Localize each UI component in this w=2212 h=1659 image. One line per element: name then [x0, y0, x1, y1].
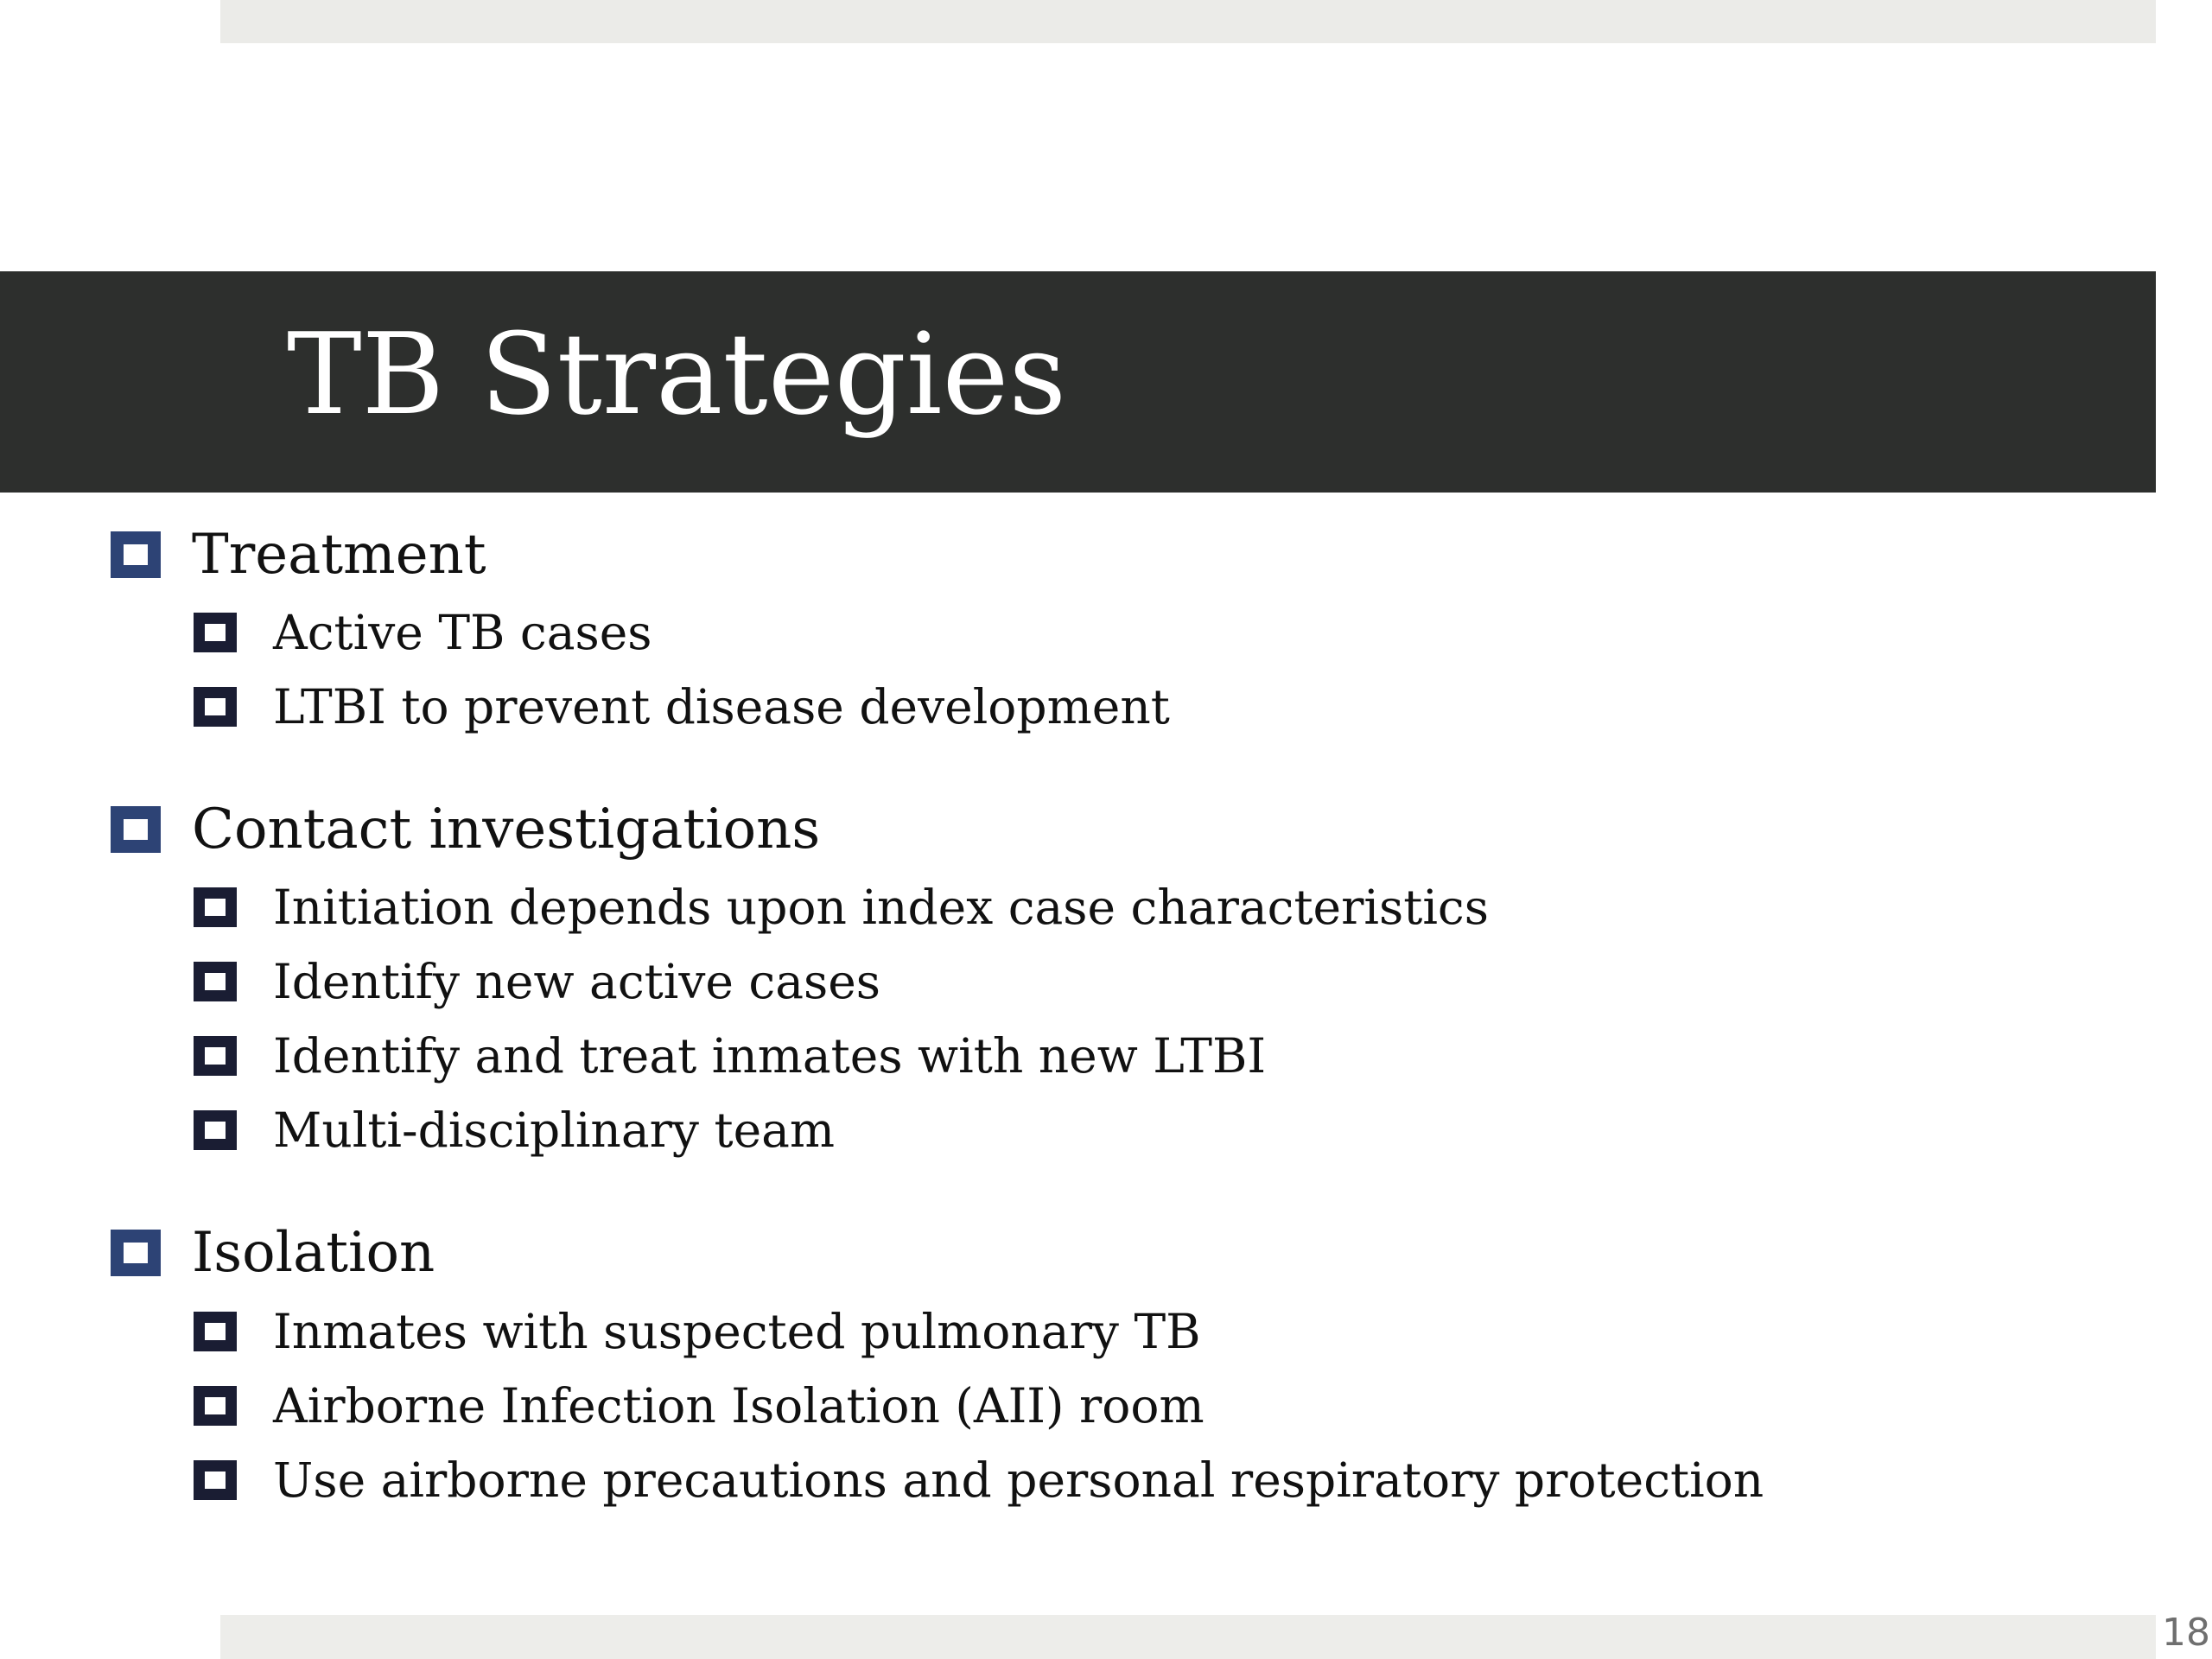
- sub-bullet-text: Identify and treat inmates with new LTBI: [273, 1028, 1267, 1084]
- square-bullet-icon: [194, 613, 237, 652]
- sub-bullet-item: [194, 951, 880, 1012]
- square-bullet-icon: [111, 531, 161, 578]
- sub-bullet-item: [194, 1301, 1201, 1362]
- sub-bullet-text: Use airborne precautions and personal respiratory protection: [273, 1452, 1764, 1508]
- square-bullet-icon: [194, 1460, 237, 1500]
- sub-bullet-text: Initiation depends upon index case characteristics: [273, 880, 1489, 935]
- square-bullet-icon: [194, 1312, 237, 1351]
- square-bullet-icon: [194, 1110, 237, 1150]
- sub-bullet-item: [194, 1026, 1266, 1086]
- sub-bullet-item: [194, 1100, 835, 1160]
- sub-bullet-text: Airborne Infection Isolation (AII) room: [273, 1378, 1205, 1433]
- bullet-heading: Contact investigations: [192, 798, 821, 861]
- square-bullet-icon: [111, 806, 161, 853]
- sub-bullet-item: [194, 877, 1489, 938]
- bullet-item-treatment: [111, 520, 486, 589]
- sub-bullet-text: Active TB cases: [273, 605, 652, 660]
- square-bullet-icon: [194, 887, 237, 927]
- bottom-decorative-bar: [220, 1615, 2156, 1659]
- sub-bullet-text: LTBI to prevent disease development: [273, 679, 1170, 734]
- square-bullet-icon: [194, 1386, 237, 1426]
- square-bullet-icon: [194, 1036, 237, 1076]
- square-bullet-icon: [194, 962, 237, 1001]
- slide-title: TB Strategies: [287, 308, 1067, 440]
- sub-bullet-text: Inmates with suspected pulmonary TB: [273, 1304, 1201, 1359]
- sub-bullet-text: Identify new active cases: [273, 954, 881, 1009]
- sub-bullet-item: [194, 1450, 1764, 1510]
- bullet-item-contact-investigations: [111, 795, 820, 864]
- page-number: 18: [2162, 1611, 2210, 1655]
- sub-bullet-text: Multi-disciplinary team: [273, 1103, 836, 1158]
- bullet-heading: Isolation: [192, 1221, 435, 1285]
- square-bullet-icon: [111, 1230, 161, 1276]
- bullet-heading: Treatment: [192, 523, 486, 587]
- sub-bullet-item: [194, 677, 1170, 737]
- square-bullet-icon: [194, 687, 237, 727]
- sub-bullet-item: [194, 602, 652, 663]
- bullet-item-isolation: [111, 1218, 435, 1287]
- sub-bullet-item: [194, 1376, 1205, 1436]
